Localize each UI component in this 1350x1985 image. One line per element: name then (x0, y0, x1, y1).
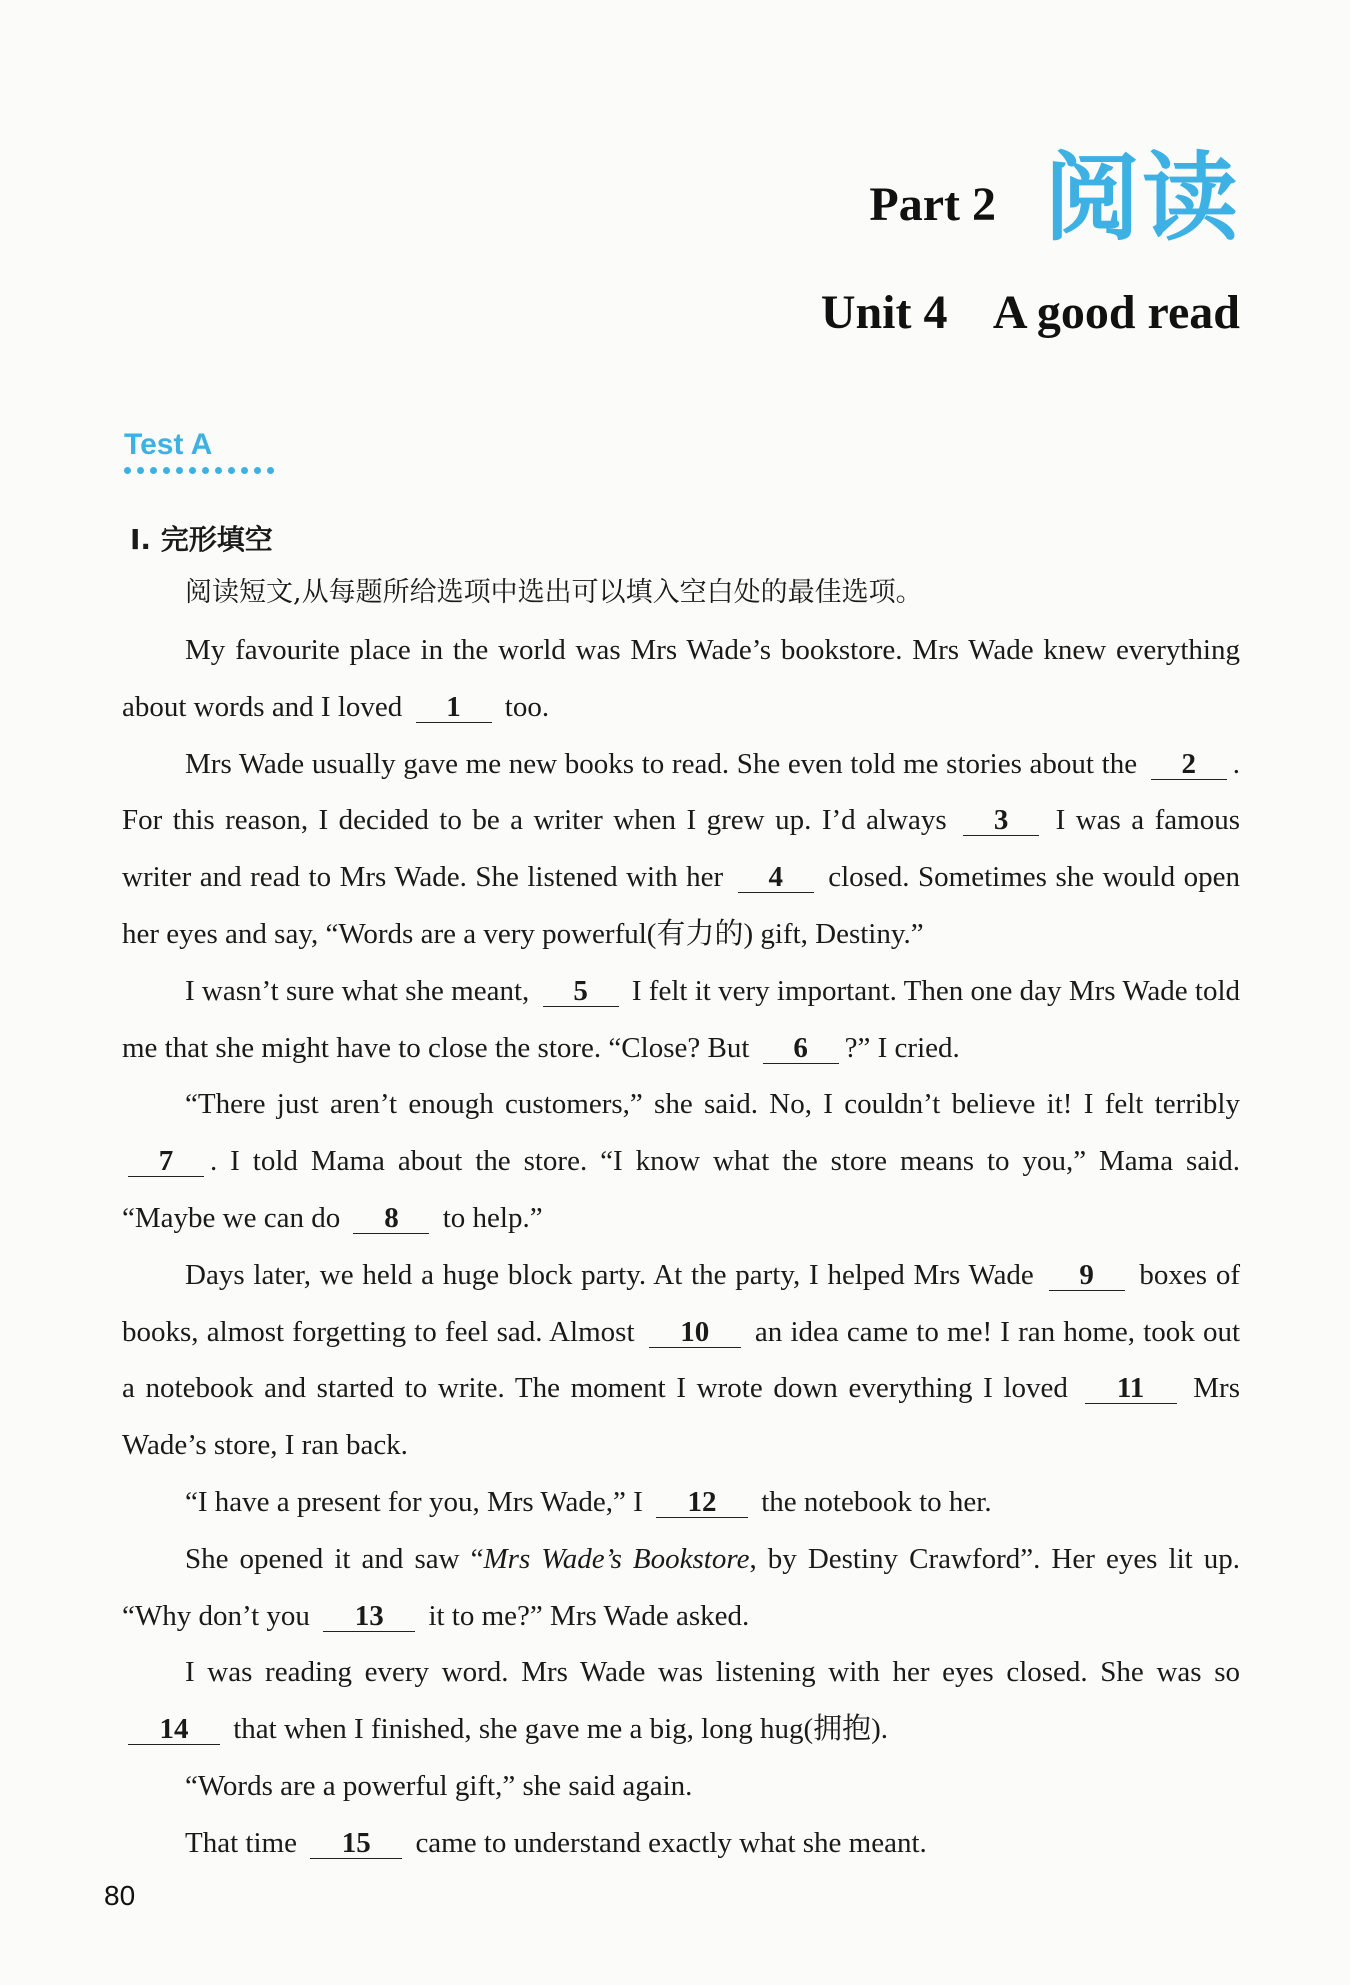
blank-5: 5 (543, 976, 619, 1007)
text: I felt it very important. Then one day Mrs Wade told me that she might have to close the store. “Close? But (122, 974, 1240, 1064)
text: Days later, we held a huge block party. At the party, I helped Mrs Wade (185, 1258, 1043, 1291)
text: Mrs Wade’s store, I ran back. (122, 1372, 1240, 1462)
cloze-passage (122, 622, 1240, 1872)
text: ?” I cried. (844, 1031, 960, 1064)
text: I wasn’t sure what she meant, (185, 974, 537, 1007)
blank-3: 3 (963, 805, 1039, 836)
paragraph (122, 1247, 1240, 1474)
blank-8: 8 (353, 1203, 429, 1234)
part-label: Part 2 (869, 178, 996, 231)
text: I was reading every word. Mrs Wade was listening with her eyes closed. She was so (185, 1656, 1240, 1689)
instructions: 阅读短文,从每题所给选项中选出可以填入空白处的最佳选项。 (185, 577, 923, 608)
blank-15: 15 (310, 1828, 402, 1859)
dotted-underline (124, 467, 274, 474)
text: boxes of books, almost forgetting to feel sad. Almost (122, 1258, 1240, 1348)
blank-11: 11 (1085, 1373, 1177, 1404)
text: , by Destiny Crawford”. Her eyes lit up. “Why don’t you (122, 1542, 1241, 1632)
text: She opened it and saw “ (185, 1542, 484, 1575)
blank-12: 12 (656, 1487, 748, 1518)
text: too. (497, 690, 550, 723)
part-title-chinese: 阅读 (1044, 142, 1240, 254)
text: that when I finished, she gave me a big, long hug(拥抱). (226, 1713, 889, 1746)
blank-6: 6 (763, 1033, 839, 1064)
blank-1: 1 (416, 692, 492, 723)
text: “There just aren’t enough customers,” she said. No, I couldn’t believe it! I felt terribly (185, 1088, 1240, 1121)
blank-7: 7 (128, 1146, 204, 1177)
paragraph (122, 963, 1240, 1077)
paragraph (122, 1758, 1240, 1815)
blank-13: 13 (323, 1601, 415, 1632)
blank-10: 10 (649, 1317, 741, 1348)
paragraph (122, 1076, 1240, 1246)
blank-4: 4 (738, 862, 814, 893)
blank-2: 2 (1151, 749, 1227, 780)
blank-9: 9 (1049, 1260, 1125, 1291)
text: . I told Mama about the store. “I know what the store means to you,” Mama said. “Maybe we can do (122, 1145, 1240, 1234)
paragraph (122, 622, 1240, 736)
section-title: Ⅰ. 完形填空 (130, 523, 273, 556)
paragraph (122, 1474, 1240, 1531)
text: the notebook to her. (753, 1485, 992, 1518)
text: closed. Sometimes she would open her eyes and say, “Words are a very powerful(有力的) gift, Destiny.” (122, 861, 1240, 950)
text: Mrs Wade usually gave me new books to read. She even told me stories about the (185, 747, 1145, 780)
paragraph (122, 1531, 1240, 1645)
text: it to me?” Mrs Wade asked. (421, 1599, 750, 1632)
text: to help.” (435, 1201, 543, 1234)
paragraph (122, 1815, 1240, 1872)
text: That time (185, 1826, 305, 1859)
book-title: Mrs Wade’s Bookstore (483, 1542, 750, 1575)
text: an idea came to me! I ran home, took out a notebook and started to write. The moment I wrote down everything I loved (122, 1315, 1240, 1405)
unit-title: Unit 4 A good read (820, 286, 1240, 339)
part-header (869, 142, 1240, 254)
test-label: Test A (124, 428, 213, 461)
page-number: 80 (104, 1880, 136, 1911)
text: I was a famous writer and read to Mrs Wade. She listened with her (122, 804, 1240, 894)
text: . For this reason, I decided to be a writer when I grew up. I’d always (122, 747, 1240, 837)
text: came to understand exactly what she meant. (408, 1826, 927, 1859)
paragraph (122, 736, 1240, 963)
text: My favourite place in the world was Mrs Wade’s bookstore. Mrs Wade knew everything about words and I loved (122, 634, 1240, 723)
blank-14: 14 (128, 1714, 220, 1745)
text: “I have a present for you, Mrs Wade,” I (185, 1485, 650, 1518)
paragraph (122, 1644, 1240, 1758)
text: “Words are a powerful gift,” she said again. (185, 1769, 693, 1802)
